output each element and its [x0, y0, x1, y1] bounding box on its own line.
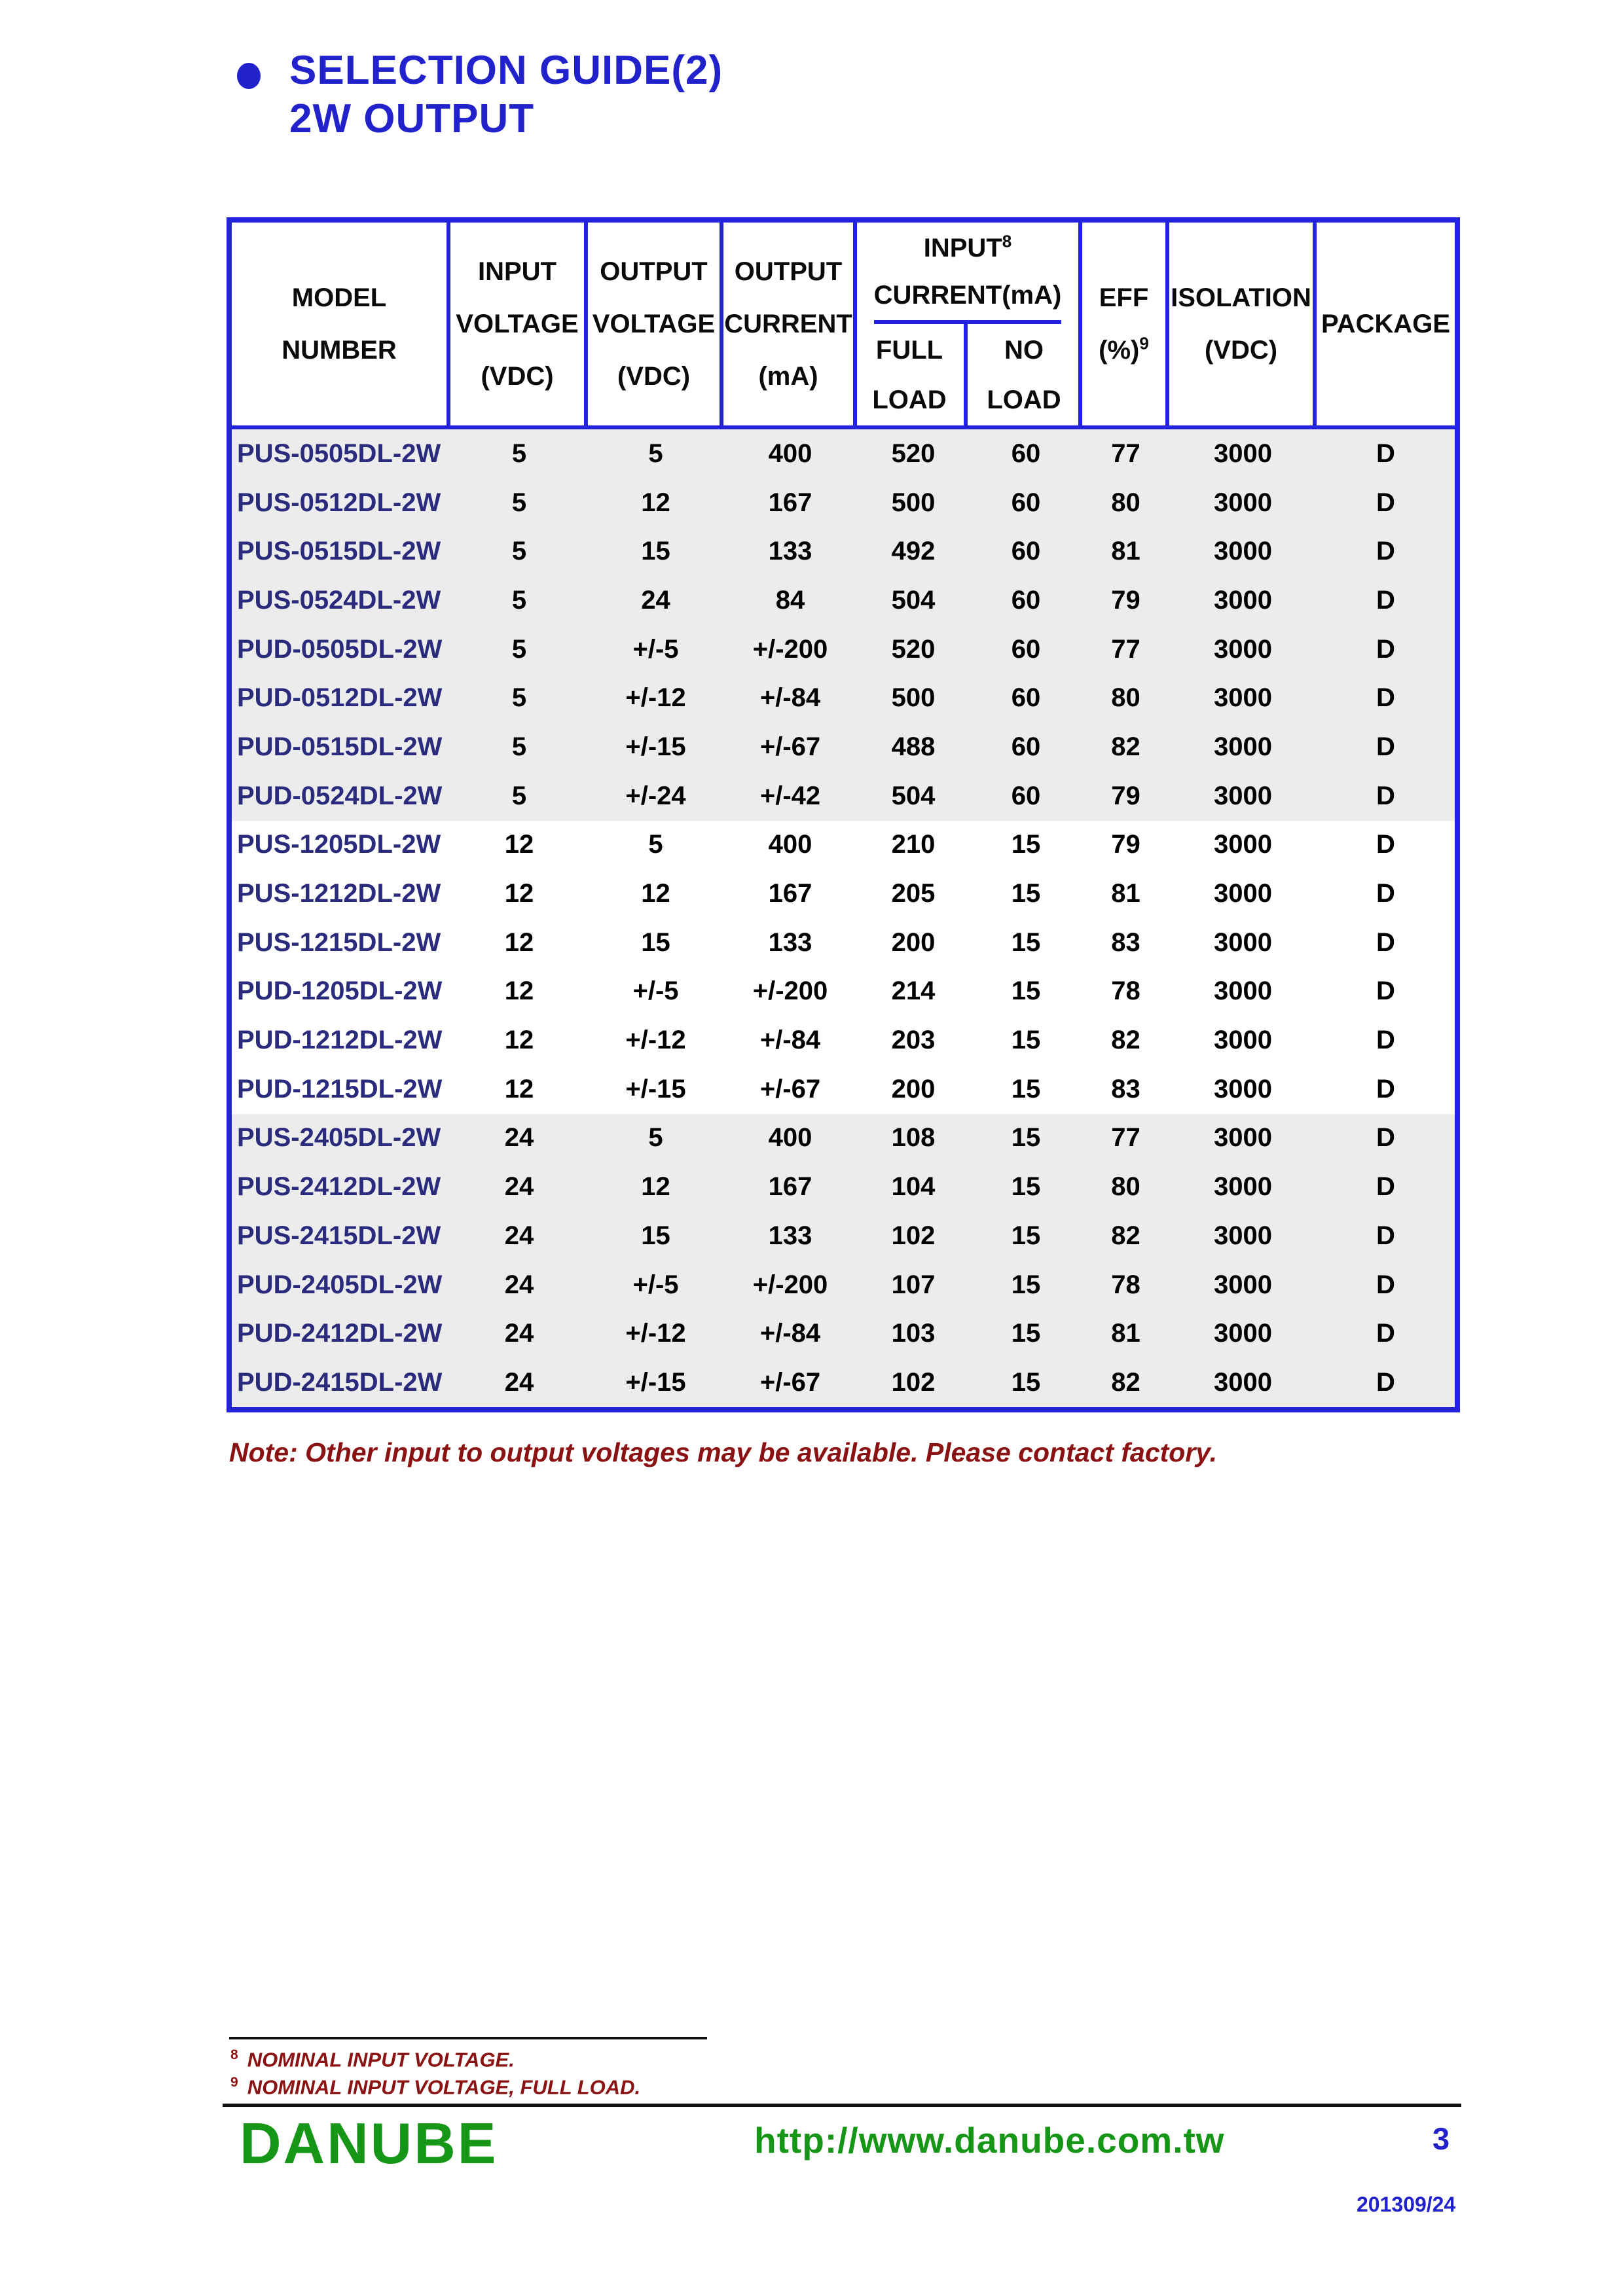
value-cell: 79: [1111, 781, 1140, 810]
table-row: [232, 967, 1455, 1016]
value-cell: 15: [1011, 927, 1041, 957]
value-cell: 60: [1011, 781, 1041, 810]
value-cell: +/-84: [759, 1026, 821, 1055]
header-line: FULL: [875, 335, 943, 365]
value-cell: +/-200: [752, 977, 828, 1006]
value-cell: +/-42: [759, 781, 821, 810]
col-header-eff: [1082, 223, 1169, 425]
value-cell: D: [1376, 1074, 1395, 1103]
value-cell: 12: [504, 1074, 534, 1103]
value-cell: 24: [504, 1123, 534, 1153]
table-row: [232, 1261, 1455, 1310]
value-cell: 60: [1011, 439, 1041, 468]
danube-logo: DANUBE: [240, 2111, 498, 2176]
table-row: [232, 527, 1455, 576]
value-cell: 5: [511, 683, 527, 713]
value-cell: 60: [1011, 683, 1041, 713]
value-cell: D: [1376, 634, 1395, 664]
value-cell: 3000: [1214, 537, 1272, 566]
footnote-8-marker: 8: [230, 2047, 238, 2062]
header-line: NO: [1004, 335, 1044, 365]
value-cell: 82: [1111, 1367, 1140, 1397]
table-header-row: [232, 223, 1455, 429]
footnote-ref-8: 8: [1002, 231, 1012, 251]
table-row: [232, 1162, 1455, 1211]
value-cell: 167: [768, 879, 812, 908]
value-cell: 15: [1011, 977, 1041, 1006]
value-cell: 15: [1011, 830, 1041, 859]
col-header-input-current-group: [857, 223, 1082, 425]
value-cell: 3000: [1214, 1172, 1272, 1202]
value-cell: 60: [1011, 537, 1041, 566]
value-cell: +/-67: [759, 1074, 821, 1103]
value-cell: 83: [1111, 1074, 1140, 1103]
model-number-cell: PUS-0515DL-2W: [237, 537, 441, 566]
table-row: [232, 576, 1455, 625]
value-cell: 24: [504, 1270, 534, 1299]
value-cell: 3000: [1214, 879, 1272, 908]
table-row: [232, 1114, 1455, 1163]
header-line: (mA): [758, 362, 818, 391]
value-cell: 15: [1011, 1172, 1041, 1202]
header-line: EFF: [1099, 283, 1149, 312]
header-line: VOLTAGE: [592, 310, 716, 338]
header-line: OUTPUT: [600, 257, 708, 286]
value-cell: 3000: [1214, 1319, 1272, 1348]
value-cell: 77: [1111, 439, 1140, 468]
value-cell: D: [1376, 1367, 1395, 1397]
value-cell: 15: [641, 537, 670, 566]
model-number-cell: PUD-0524DL-2W: [237, 781, 443, 810]
model-number-cell: PUS-0524DL-2W: [237, 585, 441, 615]
model-number-cell: PUS-0512DL-2W: [237, 488, 441, 517]
value-cell: 12: [641, 1172, 670, 1202]
value-cell: 3000: [1214, 1270, 1272, 1299]
header-line: INPUT: [478, 257, 556, 286]
value-cell: 81: [1111, 879, 1140, 908]
value-cell: 60: [1011, 488, 1041, 517]
model-number-cell: PUS-1205DL-2W: [237, 830, 441, 859]
value-cell: 133: [768, 927, 812, 957]
value-cell: D: [1376, 1123, 1395, 1153]
col-header-package: [1317, 223, 1455, 425]
value-cell: 108: [891, 1123, 936, 1153]
value-cell: 15: [1011, 1367, 1041, 1397]
selection-guide-table: [227, 217, 1460, 1412]
value-cell: D: [1376, 1270, 1395, 1299]
value-cell: 77: [1111, 1123, 1140, 1153]
header-line: (VDC): [481, 362, 554, 391]
value-cell: 80: [1111, 683, 1140, 713]
value-cell: +/-24: [625, 781, 686, 810]
value-cell: 3000: [1214, 634, 1272, 664]
value-cell: 133: [768, 1221, 812, 1250]
value-cell: 24: [504, 1367, 534, 1397]
col-header-input-voltage: [450, 223, 588, 425]
value-cell: 15: [641, 927, 670, 957]
value-cell: 24: [641, 585, 670, 615]
value-cell: 203: [891, 1026, 936, 1055]
value-cell: 3000: [1214, 683, 1272, 713]
footnote-ref-9: 9: [1139, 333, 1149, 353]
value-cell: 200: [891, 1074, 936, 1103]
header-line: PACKAGE: [1321, 310, 1451, 338]
value-cell: D: [1376, 732, 1395, 761]
value-cell: 82: [1111, 732, 1140, 761]
value-cell: D: [1376, 488, 1395, 517]
value-cell: 78: [1111, 977, 1140, 1006]
value-cell: 15: [1011, 879, 1041, 908]
value-cell: 82: [1111, 1026, 1140, 1055]
value-cell: 24: [504, 1319, 534, 1348]
model-number-cell: PUD-0515DL-2W: [237, 732, 443, 761]
table-row: [232, 673, 1455, 723]
model-number-cell: PUS-1212DL-2W: [237, 879, 441, 908]
page-subtitle: 2W OUTPUT: [289, 96, 535, 141]
model-number-cell: PUS-2412DL-2W: [237, 1172, 441, 1202]
value-cell: 488: [891, 732, 936, 761]
value-cell: +/-84: [759, 1319, 821, 1348]
model-number-cell: PUD-0512DL-2W: [237, 683, 443, 713]
value-cell: 60: [1011, 634, 1041, 664]
value-cell: 60: [1011, 732, 1041, 761]
col-header-isolation: [1169, 223, 1317, 425]
value-cell: 5: [511, 488, 527, 517]
table-row: [232, 478, 1455, 528]
value-cell: 5: [511, 634, 527, 664]
value-cell: 80: [1111, 488, 1140, 517]
model-number-cell: PUD-2405DL-2W: [237, 1270, 443, 1299]
header-line: MODEL: [291, 283, 387, 312]
table-row: [232, 772, 1455, 821]
value-cell: 3000: [1214, 927, 1272, 957]
header-line: INPUT$^8$: [923, 231, 1012, 262]
header-line: VOLTAGE: [456, 310, 579, 338]
value-cell: 15: [1011, 1270, 1041, 1299]
value-cell: 15: [1011, 1026, 1041, 1055]
value-cell: 5: [648, 439, 663, 468]
input-current-group-label: [874, 223, 1062, 324]
value-cell: 15: [1011, 1319, 1041, 1348]
table-row: [232, 723, 1455, 772]
value-cell: +/-200: [752, 1270, 828, 1299]
value-cell: 12: [504, 1026, 534, 1055]
col-header-output-voltage: [588, 223, 723, 425]
value-cell: D: [1376, 537, 1395, 566]
table-row: [232, 821, 1455, 870]
value-cell: 24: [504, 1221, 534, 1250]
value-cell: 400: [768, 1123, 812, 1153]
value-cell: 133: [768, 537, 812, 566]
header-line: (%)$^9$: [1099, 333, 1149, 365]
value-cell: 12: [504, 927, 534, 957]
model-number-cell: PUD-1215DL-2W: [237, 1074, 443, 1103]
model-number-cell: PUS-1215DL-2W: [237, 927, 441, 957]
bullet-icon: [237, 63, 261, 89]
footnote-9: [230, 2075, 640, 2099]
value-cell: 400: [768, 830, 812, 859]
value-cell: 78: [1111, 1270, 1140, 1299]
value-cell: +/-15: [625, 1074, 686, 1103]
value-cell: 520: [891, 634, 936, 664]
header-line: NUMBER: [282, 336, 397, 365]
model-number-cell: PUD-2415DL-2W: [237, 1367, 443, 1397]
header-line: ISOLATION: [1171, 283, 1311, 312]
value-cell: 492: [891, 537, 936, 566]
value-cell: 5: [511, 585, 527, 615]
footnote-9-marker: 9: [230, 2075, 238, 2090]
page-number: 3: [1432, 2121, 1450, 2156]
value-cell: 77: [1111, 634, 1140, 664]
value-cell: +/-12: [625, 1026, 686, 1055]
value-cell: 210: [891, 830, 936, 859]
value-cell: 3000: [1214, 488, 1272, 517]
value-cell: +/-5: [632, 977, 679, 1006]
table-row: [232, 1065, 1455, 1114]
value-cell: 200: [891, 927, 936, 957]
value-cell: +/-67: [759, 732, 821, 761]
value-cell: 79: [1111, 830, 1140, 859]
value-cell: D: [1376, 1026, 1395, 1055]
value-cell: 3000: [1214, 1123, 1272, 1153]
value-cell: 80: [1111, 1172, 1140, 1202]
value-cell: 3000: [1214, 585, 1272, 615]
header-line: LOAD: [987, 385, 1061, 414]
value-cell: D: [1376, 1319, 1395, 1348]
value-cell: 3000: [1214, 781, 1272, 810]
footnote-separator: [229, 2037, 707, 2039]
value-cell: 84: [775, 585, 805, 615]
value-cell: 3000: [1214, 830, 1272, 859]
availability-note: Note: Other input to output voltages may be available. Please contact factory.: [229, 1437, 1217, 1467]
value-cell: 3000: [1214, 439, 1272, 468]
model-number-cell: PUD-1205DL-2W: [237, 977, 443, 1006]
table-row: [232, 1211, 1455, 1261]
value-cell: +/-15: [625, 1367, 686, 1397]
model-number-cell: PUD-0505DL-2W: [237, 634, 443, 664]
value-cell: 3000: [1214, 1026, 1272, 1055]
header-line: (VDC): [617, 362, 691, 391]
value-cell: 5: [511, 439, 527, 468]
value-cell: D: [1376, 585, 1395, 615]
value-cell: +/-12: [625, 683, 686, 713]
col-header-model-number: [232, 223, 450, 425]
value-cell: D: [1376, 830, 1395, 859]
value-cell: +/-5: [632, 634, 679, 664]
value-cell: 82: [1111, 1221, 1140, 1250]
value-cell: +/-15: [625, 732, 686, 761]
value-cell: 15: [641, 1221, 670, 1250]
model-number-cell: PUS-2405DL-2W: [237, 1123, 441, 1153]
value-cell: 83: [1111, 927, 1140, 957]
value-cell: 3000: [1214, 1074, 1272, 1103]
value-cell: 107: [891, 1270, 936, 1299]
table-row: [232, 1309, 1455, 1358]
value-cell: D: [1376, 439, 1395, 468]
value-cell: 205: [891, 879, 936, 908]
value-cell: D: [1376, 977, 1395, 1006]
value-cell: 15: [1011, 1221, 1041, 1250]
value-cell: 12: [504, 879, 534, 908]
value-cell: 12: [641, 488, 670, 517]
value-cell: D: [1376, 879, 1395, 908]
value-cell: 5: [511, 537, 527, 566]
value-cell: 520: [891, 439, 936, 468]
value-cell: +/-67: [759, 1367, 821, 1397]
value-cell: +/-84: [759, 683, 821, 713]
page-title: SELECTION GUIDE(2): [289, 48, 723, 93]
col-header-full-load: [855, 324, 968, 425]
value-cell: D: [1376, 683, 1395, 713]
value-cell: D: [1376, 927, 1395, 957]
model-number-cell: PUS-0505DL-2W: [237, 439, 441, 468]
value-cell: 400: [768, 439, 812, 468]
input-current-subcolumns: [855, 324, 1080, 425]
value-cell: 504: [891, 585, 936, 615]
footnote-8-text: NOMINAL INPUT VOLTAGE.: [247, 2048, 515, 2072]
value-cell: D: [1376, 781, 1395, 810]
document-revision-number: 201309/24: [1357, 2193, 1456, 2216]
value-cell: 79: [1111, 585, 1140, 615]
value-cell: 104: [891, 1172, 936, 1202]
value-cell: 15: [1011, 1123, 1041, 1153]
header-line: OUTPUT: [734, 257, 843, 286]
value-cell: 5: [511, 781, 527, 810]
value-cell: 5: [648, 1123, 663, 1153]
header-line: CURRENT(mA): [873, 280, 1062, 310]
value-cell: 12: [504, 977, 534, 1006]
footnote-9-text: NOMINAL INPUT VOLTAGE, FULL LOAD.: [247, 2075, 641, 2099]
value-cell: 500: [891, 488, 936, 517]
header-line: (VDC): [1204, 336, 1278, 365]
table-row: [232, 429, 1455, 478]
value-cell: 15: [1011, 1074, 1041, 1103]
table-row: [232, 918, 1455, 967]
value-cell: 81: [1111, 537, 1140, 566]
website-link[interactable]: http://www.danube.com.tw: [754, 2120, 1225, 2161]
value-cell: 103: [891, 1319, 936, 1348]
table-row: [232, 869, 1455, 918]
value-cell: 102: [891, 1221, 936, 1250]
table-body: [232, 429, 1455, 1407]
value-cell: +/-200: [752, 634, 828, 664]
value-cell: 81: [1111, 1319, 1140, 1348]
value-cell: 167: [768, 488, 812, 517]
model-number-cell: PUD-1212DL-2W: [237, 1026, 443, 1055]
value-cell: 3000: [1214, 1367, 1272, 1397]
table-row: [232, 1016, 1455, 1065]
value-cell: 102: [891, 1367, 936, 1397]
value-cell: 504: [891, 781, 936, 810]
value-cell: 5: [648, 830, 663, 859]
footnote-8: [230, 2047, 515, 2072]
footer-separator: [223, 2104, 1461, 2107]
value-cell: D: [1376, 1221, 1395, 1250]
value-cell: 214: [891, 977, 936, 1006]
value-cell: 3000: [1214, 977, 1272, 1006]
value-cell: 12: [504, 830, 534, 859]
header-line: LOAD: [872, 385, 947, 414]
value-cell: 3000: [1214, 1221, 1272, 1250]
value-cell: 24: [504, 1172, 534, 1202]
table-row: [232, 1358, 1455, 1407]
value-cell: 500: [891, 683, 936, 713]
value-cell: 60: [1011, 585, 1041, 615]
value-cell: D: [1376, 1172, 1395, 1202]
col-header-output-current: [723, 223, 857, 425]
value-cell: +/-12: [625, 1319, 686, 1348]
value-cell: +/-5: [632, 1270, 679, 1299]
col-header-no-load: [968, 324, 1080, 425]
table-row: [232, 625, 1455, 674]
model-number-cell: PUS-2415DL-2W: [237, 1221, 441, 1250]
value-cell: 12: [641, 879, 670, 908]
value-cell: 167: [768, 1172, 812, 1202]
header-line: CURRENT: [724, 310, 852, 338]
model-number-cell: PUD-2412DL-2W: [237, 1319, 443, 1348]
value-cell: 5: [511, 732, 527, 761]
value-cell: 3000: [1214, 732, 1272, 761]
